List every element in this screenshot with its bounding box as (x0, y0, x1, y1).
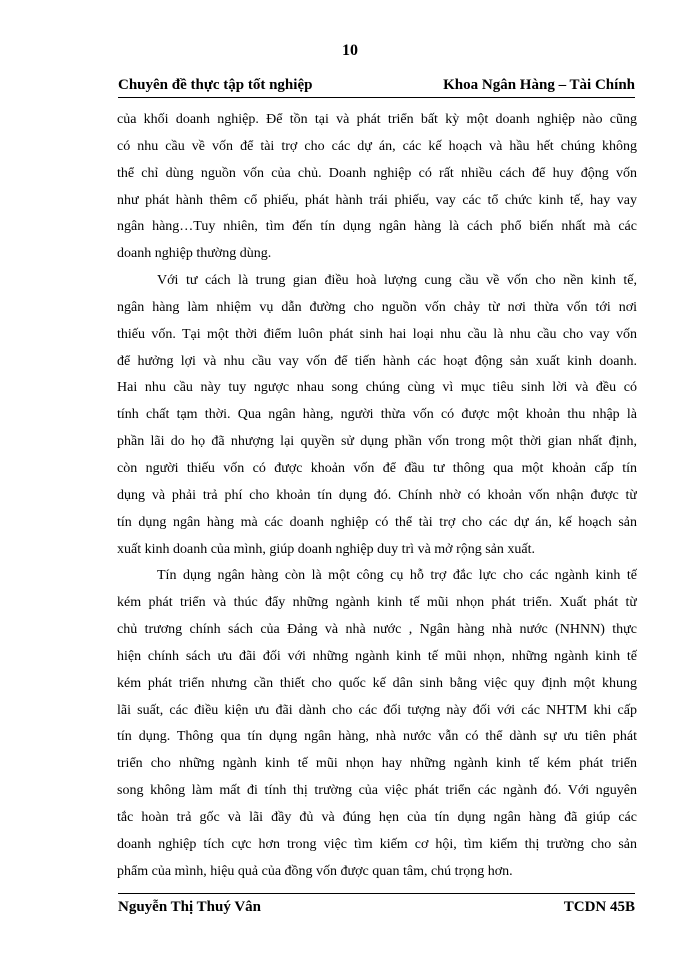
text-line: xuất kinh doanh của mình, giúp doanh nghiệp duy trì và mở rộng sản xuất. (117, 541, 535, 557)
text-line: còn người thiếu vốn có được khoản vốn để đầu tư thông qua một khoản cấp tín (117, 460, 637, 476)
text-line: ngân hàng làm nhiệm vụ dẫn đường cho nguồn vốn chảy từ nơi thừa vốn tới nơi (117, 299, 637, 315)
text-line: chủ trương chính sách của Đảng và nhà nước , Ngân hàng nhà nước (NHNN) thực (117, 622, 637, 638)
text-line: có nhu cầu về vốn để tài trợ cho các dự án, các kế hoạch và hầu hết chúng không (117, 138, 637, 154)
text-line: để hưởng lợi và nhu cầu vay vốn để tiến hành các hoạt động sản xuất kinh doanh. (117, 353, 637, 369)
page-number: 10 (342, 42, 358, 59)
paragraph-2 (117, 268, 637, 563)
text-line: Với tư cách là trung gian điều hoà lượng cung cầu về vốn cho nền kinh tế, (157, 273, 637, 289)
text-line: lãi suất, các điều kiện ưu đãi dành cho các đối tượng này đối với các NHTM khi cấp (117, 702, 637, 718)
text-line: song không làm mất đi tính thị trường của việc phát triển các ngành đó. Với nguyên (117, 783, 637, 799)
text-line: Hai nhu cầu này tuy ngược nhau song chúng cùng vì mục tiêu sinh lời và đều có (117, 380, 637, 396)
footer-author: Nguyễn Thị Thuý Vân (118, 899, 261, 915)
text-line: tín dụng. Thông qua tín dụng ngân hàng, nhà nước vẫn có thể dành sự ưu tiên phát (117, 729, 637, 745)
footer-class-code: TCDN 45B (563, 899, 635, 915)
text-line: kém phát triển nhưng cần thiết cho quốc kế dân sinh bằng việc quy định một khung (117, 675, 637, 691)
paragraph-3 (117, 563, 637, 885)
paragraph-1 (117, 107, 637, 268)
header-department: Khoa Ngân Hàng – Tài Chính (443, 77, 635, 93)
text-line: Tín dụng ngân hàng còn là một công cụ hỗ trợ đắc lực cho các ngành kinh tế (157, 568, 637, 584)
text-line: phần lãi do họ đã nhượng lại quyền sử dụng phần vốn trong một thời gian nhất định, (117, 434, 637, 450)
header-document-title: Chuyên đề thực tập tốt nghiệp (118, 77, 313, 93)
page-header (118, 77, 635, 98)
text-line: triển cho những ngành kinh tế mũi nhọn hay những ngành kinh tế kém phát triển (117, 756, 637, 772)
text-line: thể chỉ dùng nguồn vốn của chủ. Doanh nghiệp có rất nhiều cách để huy động vốn (117, 165, 637, 181)
text-line: dụng và phải trả phí cho khoản tín dụng đó. Chính nhờ có khoản vốn nhận được từ (117, 487, 637, 503)
text-line: tắc hoàn trả gốc và lãi đầy đủ và đúng hẹn của tín dụng ngân hàng đã giúp các (117, 809, 637, 825)
page-footer (118, 893, 635, 918)
text-line: như phát hành thêm cổ phiếu, phát hành trái phiếu, vay các tổ chức kinh tế, hay vay (117, 192, 637, 208)
text-line: phẩm của mình, hiệu quả của đồng vốn được quan tâm, chú trọng hơn. (117, 863, 513, 879)
text-line: doanh nghiệp thường dùng. (117, 246, 272, 262)
text-line: của khối doanh nghiệp. Để tồn tại và phát triển bất kỳ một doanh nghiệp nào cũng (117, 112, 637, 127)
text-line: tính chất tạm thời. Qua ngân hàng, người thừa vốn có được một khoản thu nhập là (117, 407, 637, 423)
body-text (117, 107, 637, 885)
text-line: kém phát triển và thúc đẩy những ngành kinh tế mũi nhọn phát triển. Xuất phát từ (117, 595, 637, 611)
text-line: doanh nghiệp tích cực hơn trong việc tìm kiếm cơ hội, tìm kiếm thị trường cho sản (117, 836, 637, 852)
text-line: hiện chính sách ưu đãi đối với những ngành kinh tế mũi nhọn, những ngành kinh tế (117, 648, 637, 664)
text-line: tín dụng ngân hàng mà các doanh nghiệp có thể tài trợ cho các dự án, kế hoạch sản (117, 514, 637, 530)
text-line: thiếu vốn. Tại một thời điểm luôn phát sinh hai loại nhu cầu là nhu cầu cho vay vốn (117, 326, 637, 342)
text-line: ngân hàng…Tuy nhiên, tìm đến tín dụng ngân hàng là cách phổ biến nhất mà các (117, 219, 637, 235)
